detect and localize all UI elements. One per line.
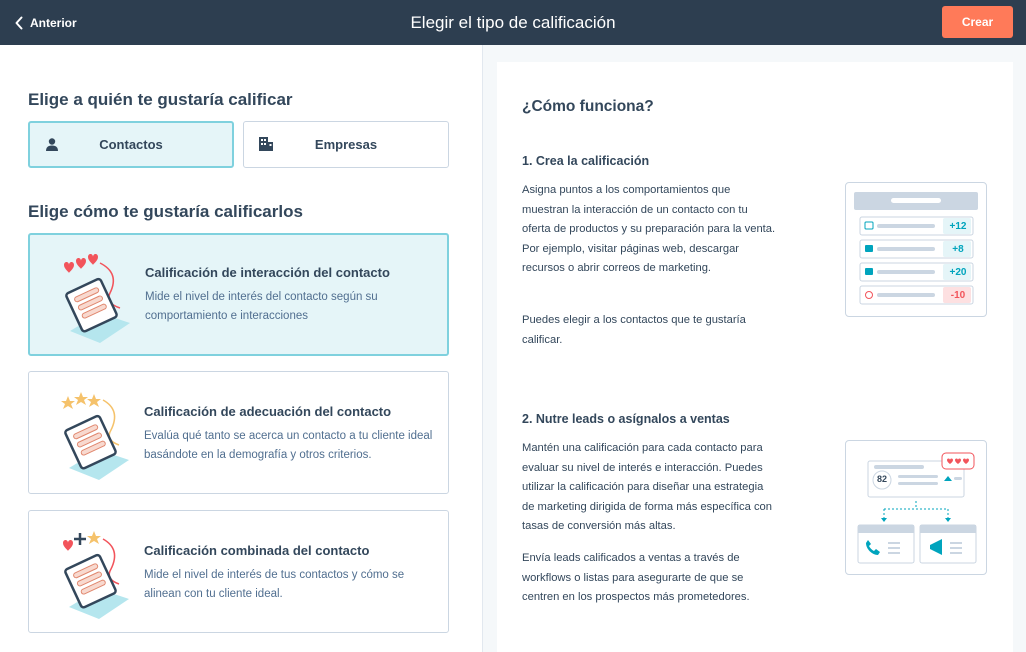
how-it-works-heading: ¿Cómo funciona? bbox=[522, 98, 654, 115]
card-title: Calificación combinada del contacto bbox=[144, 543, 370, 558]
back-label: Anterior bbox=[30, 15, 77, 30]
segment-label: Empresas bbox=[314, 137, 378, 152]
lead-routing-illustration bbox=[845, 440, 987, 575]
card-combined-score[interactable] bbox=[28, 510, 449, 633]
hearts-illustration-icon bbox=[60, 253, 138, 343]
person-icon bbox=[44, 137, 60, 153]
step2-title: 2. Nutre leads o asígnalos a ventas bbox=[522, 412, 730, 426]
card-engagement-score[interactable] bbox=[28, 233, 449, 356]
building-icon bbox=[258, 136, 274, 152]
score-badge: +12 bbox=[949, 221, 967, 232]
card-description: Mide el nivel de interés de tus contactos y cómo se alinean con tu cliente ideal. bbox=[144, 569, 405, 600]
top-bar bbox=[0, 0, 1026, 45]
card-title: Calificación de interacción del contacto bbox=[145, 265, 390, 280]
step1-paragraph: Asigna puntos a los comportamientos que muestran la interacción de un contacto con tu oferta de productos y su preparación para la venta. Por ejemplo, visitar páginas web, descargar recursos o abrir correos de marketing. bbox=[522, 184, 776, 274]
how-heading: Elige cómo te gustaría calificarlos bbox=[28, 202, 303, 221]
page-title: Elegir el tipo de calificación bbox=[410, 13, 616, 32]
score-badge: +8 bbox=[952, 244, 964, 255]
scoring-rules-illustration bbox=[845, 182, 987, 317]
heart-plus-star-illustration-icon bbox=[59, 529, 137, 619]
stars-illustration-icon bbox=[59, 390, 137, 480]
left-panel bbox=[0, 45, 482, 652]
step2-paragraph: Mantén una calificación para cada contacto para evaluar su nivel de interés e interacción. Puedes utilizar la calificación para diseñar una estrategia de marketing dirigida de forma más específica con tasas de conversión más altas. bbox=[522, 442, 772, 532]
card-description: Evalúa qué tanto se acerca un contacto a tu cliente ideal basándote en la demografía y otros criterios. bbox=[144, 430, 433, 461]
step1-paragraph-2: Puedes elegir a los contactos que te gustaría calificar. bbox=[522, 314, 746, 346]
card-title: Calificación de adecuación del contacto bbox=[144, 404, 392, 419]
step2-paragraph-2: Envía leads calificados a ventas a través de workflows o listas para asegurarte de que se centren en los prospectos más prometedores. bbox=[522, 552, 750, 603]
score-badge: +20 bbox=[949, 267, 967, 278]
score-badge: -10 bbox=[950, 290, 966, 301]
contact-score: 82 bbox=[876, 474, 887, 484]
segment-companies[interactable] bbox=[243, 121, 449, 168]
segment-label: Contactos bbox=[99, 137, 163, 152]
segment-contacts[interactable] bbox=[28, 121, 234, 168]
card-fit-score[interactable] bbox=[28, 371, 449, 494]
lead-routing-icon bbox=[846, 441, 986, 574]
step1-title: 1. Crea la calificación bbox=[522, 154, 650, 168]
card-description: Mide el nivel de interés del contacto según su comportamiento e interacciones bbox=[145, 291, 378, 322]
who-heading: Elige a quién te gustaría calificar bbox=[28, 90, 293, 109]
create-button[interactable]: Crear bbox=[942, 6, 1013, 38]
